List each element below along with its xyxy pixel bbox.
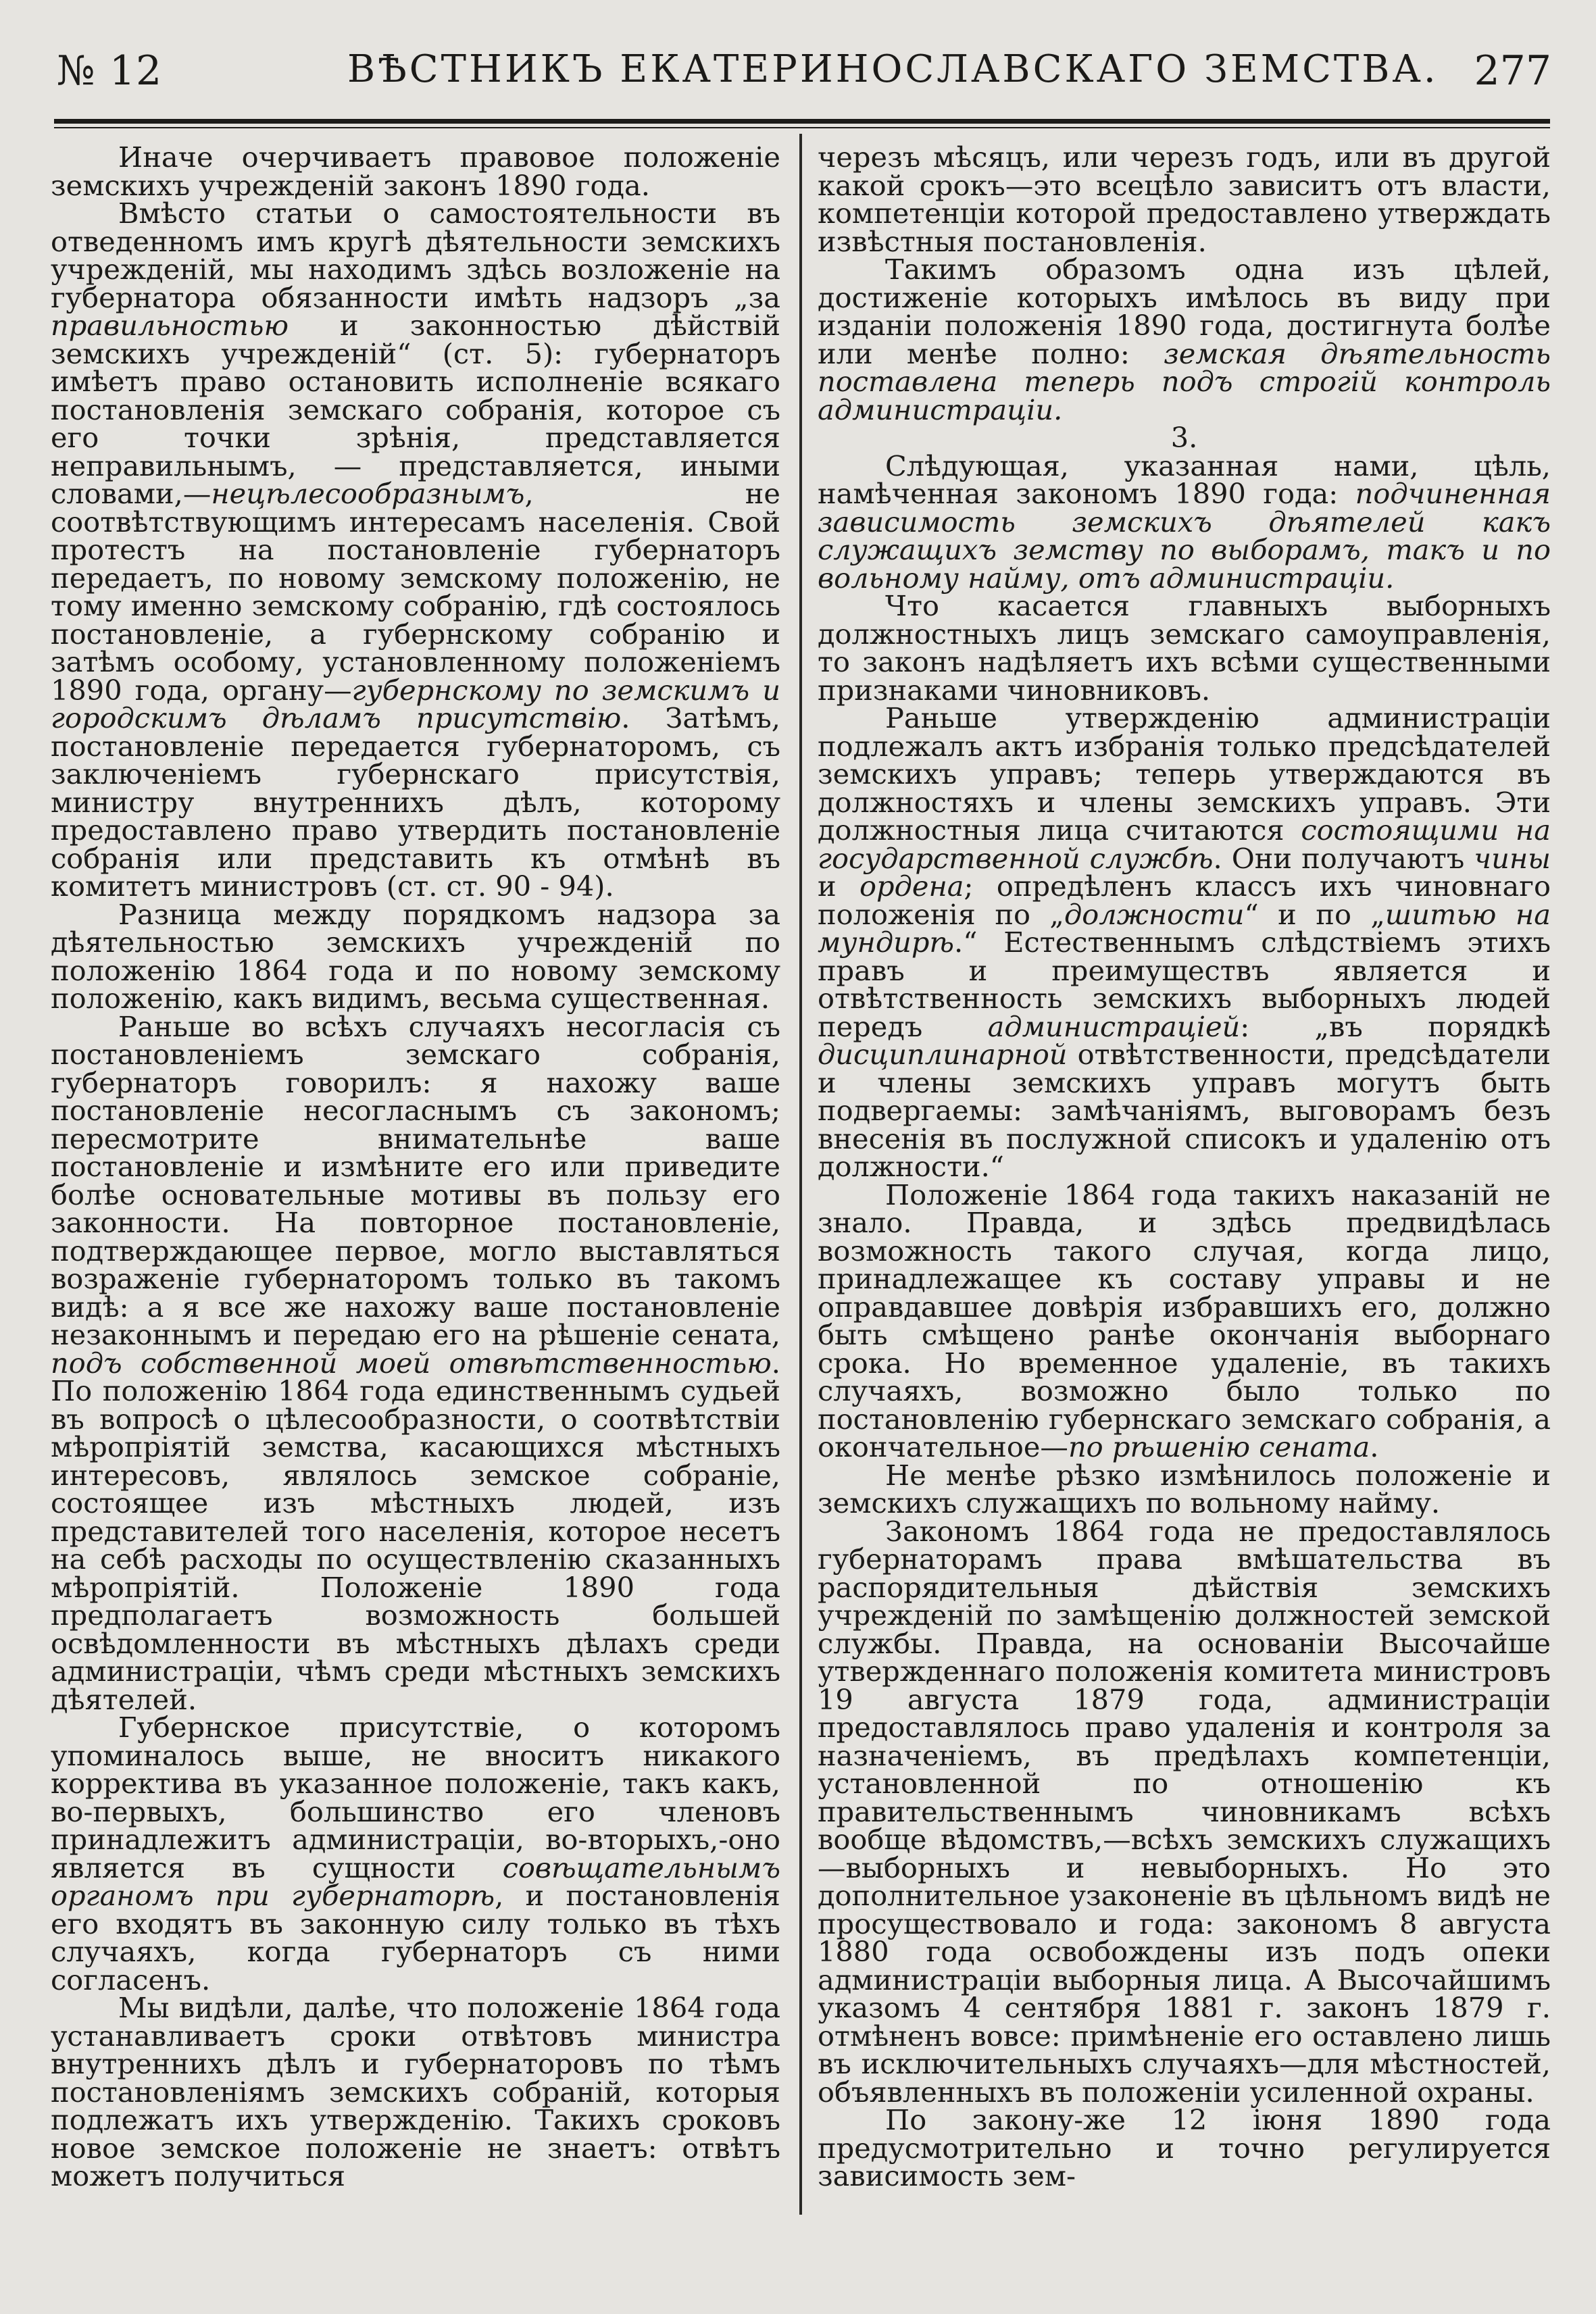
text-run: черезъ мѣсяцъ, или черезъ годъ, или въ другой какой срокъ—это всецѣло зависитъ отъ власти, компетенцiи которой предоставлено утверждать извѣстныя постановленiя. xyxy=(818,141,1551,258)
text-run: Раньше во всѣхъ случаяхъ несогласiя съ постановленiемъ земскаго собранiя, губернаторъ говорилъ: я нахожу ваше постановленiе несогласнымъ съ закономъ; пересмотрите внимательнѣе ваше постановленiе и измѣните его или приведите болѣе основательные мотивы въ пользу его законности. На повторное постановленiе, подтверждающее первое, могло выставляться возраженiе губернаторомъ только въ такомъ видѣ: а я все же нахожу ваше постановленiе незаконнымъ и передаю его на рѣшенiе сената, xyxy=(51,1009,780,1351)
italic-run: дисциплинарной xyxy=(818,1038,1068,1071)
text-run: Мы видѣли, далѣе, что положенiе 1864 года устанавливаетъ сроки отвѣтовъ министра внутреннихъ дѣлъ и губернаторовъ по тѣмъ постановленiямъ земскихъ собранiй, которыя подлежатъ ихъ утвержденiю. Такихъ сроковъ новое земское положенiе не знаетъ: отвѣтъ можетъ получиться xyxy=(51,1991,780,2192)
text-run: Раньше утвержденiю администрацiи подлежалъ актъ избранiя только предсѣдателей земскихъ управъ; теперь утверждаются въ должностяхъ и члены земскихъ управъ. Эти должностныя лица считаются xyxy=(818,701,1551,847)
text-run: и xyxy=(818,870,860,903)
page-number: 277 xyxy=(1474,47,1551,95)
text-run: . По положенiю 1864 года единственнымъ судьей въ вопросѣ о цѣлесообразности, о соотвѣтствiи мѣропрiятiй земства, касающихся мѣстныхъ интересовъ, являлось земское собранiе, состоящее изъ мѣстныхъ людей, изъ представителей того населенiя, которое несетъ на себѣ расходы по осуществленiю сказанныхъ мѣропрiятiй. Положенiе 1890 года предполагаетъ возможность большей освѣдомленности въ мѣстныхъ дѣлахъ среди администрацiи, чѣмъ среди мѣстныхъ земскихъ дѣятелей. xyxy=(51,1346,780,1716)
paragraph xyxy=(818,255,1551,424)
italic-run: губернскому по земскимъ и городскимъ дѣламъ присутствiю xyxy=(51,673,781,734)
text-run: Слѣдующая, указанная нами, цѣль, намѣченная закономъ 1890 года: xyxy=(818,449,1551,510)
paragraph xyxy=(51,1009,780,1716)
text-run: Положенiе 1864 года такихъ наказанiй не знало. Правда, и здѣсь предвидѣлась возможность такого случая, когда лицо, принадлежащее къ составу управы и не оправдавшее довѣрiя избравшихъ его, должно быть смѣщено ранѣе окончанiя выборнаго срока. Но временное удаленiе, въ такихъ случаяхъ, возможно было только по постановленiю губернскаго земскаго собранiя, а окончательное— xyxy=(818,1178,1551,1463)
paragraph xyxy=(818,141,1551,258)
text-run: и законностью дѣйствiй земскихъ учрежденiй“ (ст. 5): губернаторъ имѣетъ право остановить исполненiе всякаго постановленiя земскаго собранiя, которое съ его точки зрѣнiя, представляется неправильнымъ, — представляется, иными словами,— xyxy=(51,309,780,510)
text-run: , и постановленiя его входятъ въ законную силу только въ тѣхъ случаяхъ, когда губернаторъ съ ними согласенъ. xyxy=(51,1879,780,1996)
text-run: отвѣтственности, предсѣдатели и члены земскихъ управъ могутъ быть подвергаемы: замѣчанiямъ, выговорамъ безъ внесенiя въ послужной списокъ и удаленiю отъ должности.“ xyxy=(818,1038,1551,1183)
text-run: .“ Естественнымъ слѣдствiемъ этихъ правъ и преимуществъ является и отвѣтственность земскихъ выборныхъ людей передъ xyxy=(818,926,1551,1043)
column-divider xyxy=(799,134,802,2215)
paragraph xyxy=(818,1178,1551,1463)
paragraph xyxy=(818,701,1551,1183)
text-run: , не соотвѣтствующимъ интересамъ населенiя. Свой протестъ на постановленiе губернаторъ передаетъ, по новому земскому положенiю, не тому именно земскому собранiю, гдѣ состоялось постановленiе, а губернскому собранiю и затѣмъ особому, установленному положенiемъ 1890 года, органу— xyxy=(51,477,780,707)
paragraph xyxy=(818,589,1551,707)
text-run: По закону-же 12 iюня 1890 года предусмотрительно и точно регулируется зависимость зем- xyxy=(818,2103,1551,2192)
header-rule xyxy=(54,119,1550,124)
text-run: “ и по „ xyxy=(1244,897,1385,931)
text-run: Такимъ образомъ одна изъ цѣлей, достиженiе которыхъ имѣлось въ виду при изданiи положенiя 1890 года, достигнута болѣе или менѣе полно: xyxy=(818,253,1551,370)
text-run: Губернское присутствiе, о которомъ упоминалось выше, не вноситъ никакого корректива въ указанное положенiе, такъ какъ, во-первыхъ, большинство его членовъ принадлежитъ администрацiи, во-вторыхъ,-оно является въ сущности xyxy=(51,1711,780,1884)
text-run: Что касается главныхъ выборныхъ должностныхъ лицъ земскаго самоуправленiя, то законъ надѣляетъ ихъ всѣми существенными признаками чиновниковъ. xyxy=(818,589,1551,707)
italic-run: чины xyxy=(1474,841,1551,875)
left-column xyxy=(51,143,780,2190)
text-run: . Затѣмъ, постановленiе передается губернаторомъ, съ заключенiемъ губернскаго присутствiя, министру внутреннихъ дѣлъ, которому предоставлено право утвердить постановленiе собранiя или представить къ отмѣнѣ въ комитетъ министровъ (ст. ст. 90 - 94). xyxy=(51,701,781,903)
italic-run: по рѣшенiю сената xyxy=(1068,1430,1370,1463)
paragraph xyxy=(818,2103,1551,2192)
italic-run: должности xyxy=(1064,897,1245,931)
paragraph xyxy=(51,1713,780,1994)
section-number xyxy=(818,421,1551,454)
paragraph xyxy=(818,1514,1551,2109)
italic-run: подчиненная зависимость земскихъ дѣятелей какъ служащихъ земству по выборамъ, такъ и по вольному найму, отъ администрацiи. xyxy=(818,477,1551,595)
right-column xyxy=(818,143,1551,2190)
italic-run: подъ собственной моей отвѣтственностью xyxy=(51,1346,772,1380)
text-run: Закономъ 1864 года не предоставлялось губернаторамъ права вмѣшательства въ распорядительныя дѣйствiя земскихъ учрежденiй по замѣщенiю должностей земской службы. Правда, на основанiи Высочайше утвержденнаго положенiя комитета министровъ 19 августа 1879 года, администрацiи предоставлялось право удаленiя и контроля за назначенiемъ, въ предѣлахъ компетенцiи, установленной по отношенiю къ правительственнымъ чиновникамъ всѣхъ вообще вѣдомствъ,—всѣхъ земскихъ служащихъ—выборныхъ и невыборныхъ. Но это дополнительное узаконенiе въ цѣльномъ видѣ не просуществовало и года: закономъ 8 августа 1880 года освобождены изъ подъ опеки администрацiи выборныя лица. А Высочайшимъ указомъ 4 сентября 1881 г. законъ 1879 г. отмѣненъ вовсе: примѣненiе его оставлено лишь въ исключительныхъ случаяхъ—для мѣстностей, объявленныхъ въ положенiи усиленной охраны. xyxy=(818,1514,1551,2109)
text-run: ; опредѣленъ классъ ихъ чиновнаго положенiя по „ xyxy=(818,870,1551,931)
text-run: 3. xyxy=(1170,421,1198,454)
journal-title: ВѢСТНИКЪ ЕКАТЕРИНОСЛАВСКАГО ЗЕМСТВА. xyxy=(347,47,1439,91)
text-run: Иначе очерчиваетъ правовое положенiе земскихъ учрежденiй законъ 1890 года. xyxy=(51,141,780,202)
issue-number: № 12 xyxy=(57,47,163,95)
text-run: Не менѣе рѣзко измѣнилось положенiе и земскихъ служащихъ по вольному найму. xyxy=(818,1458,1551,1519)
text-run: Вмѣсто статьи о самостоятельности въ отведенномъ имъ кругѣ дѣятельности земскихъ учрежденiй, мы находимъ здѣсь возложенiе на губернатора обязанности имѣть надзоръ „за xyxy=(51,197,780,314)
text-run: : „въ порядкѣ xyxy=(1240,1009,1551,1043)
text-run: . Они получаютъ xyxy=(1213,841,1474,875)
italic-run: правильностью xyxy=(51,309,289,342)
paragraph xyxy=(51,199,780,901)
paragraph xyxy=(51,1991,780,2192)
italic-run: ордена xyxy=(859,870,964,903)
italic-run: нецѣлесообразнымъ xyxy=(211,477,525,510)
paragraph xyxy=(51,141,780,202)
italic-run: совѣщательнымъ органомъ при губернаторѣ xyxy=(51,1851,780,1912)
page-header xyxy=(57,20,1551,108)
paragraph xyxy=(818,449,1551,595)
italic-run: шитью на мундирѣ xyxy=(818,897,1551,959)
header-rule-thin xyxy=(54,127,1550,128)
paragraph xyxy=(818,1458,1551,1519)
italic-run: состоящими на государственной службѣ xyxy=(818,813,1551,875)
italic-run: администрацiей xyxy=(987,1009,1241,1043)
text-run: Разница между порядкомъ надзора за дѣятельностью земскихъ учрежденiй по положенiю 1864 года и по новому земскому положенiю, какъ видимъ, весьма существенная. xyxy=(51,897,780,1015)
paragraph xyxy=(51,897,780,1015)
text-run: . xyxy=(1370,1430,1379,1463)
italic-run: земская дѣятельность поставлена теперь подъ строгiй контроль администрацiи. xyxy=(818,336,1551,426)
